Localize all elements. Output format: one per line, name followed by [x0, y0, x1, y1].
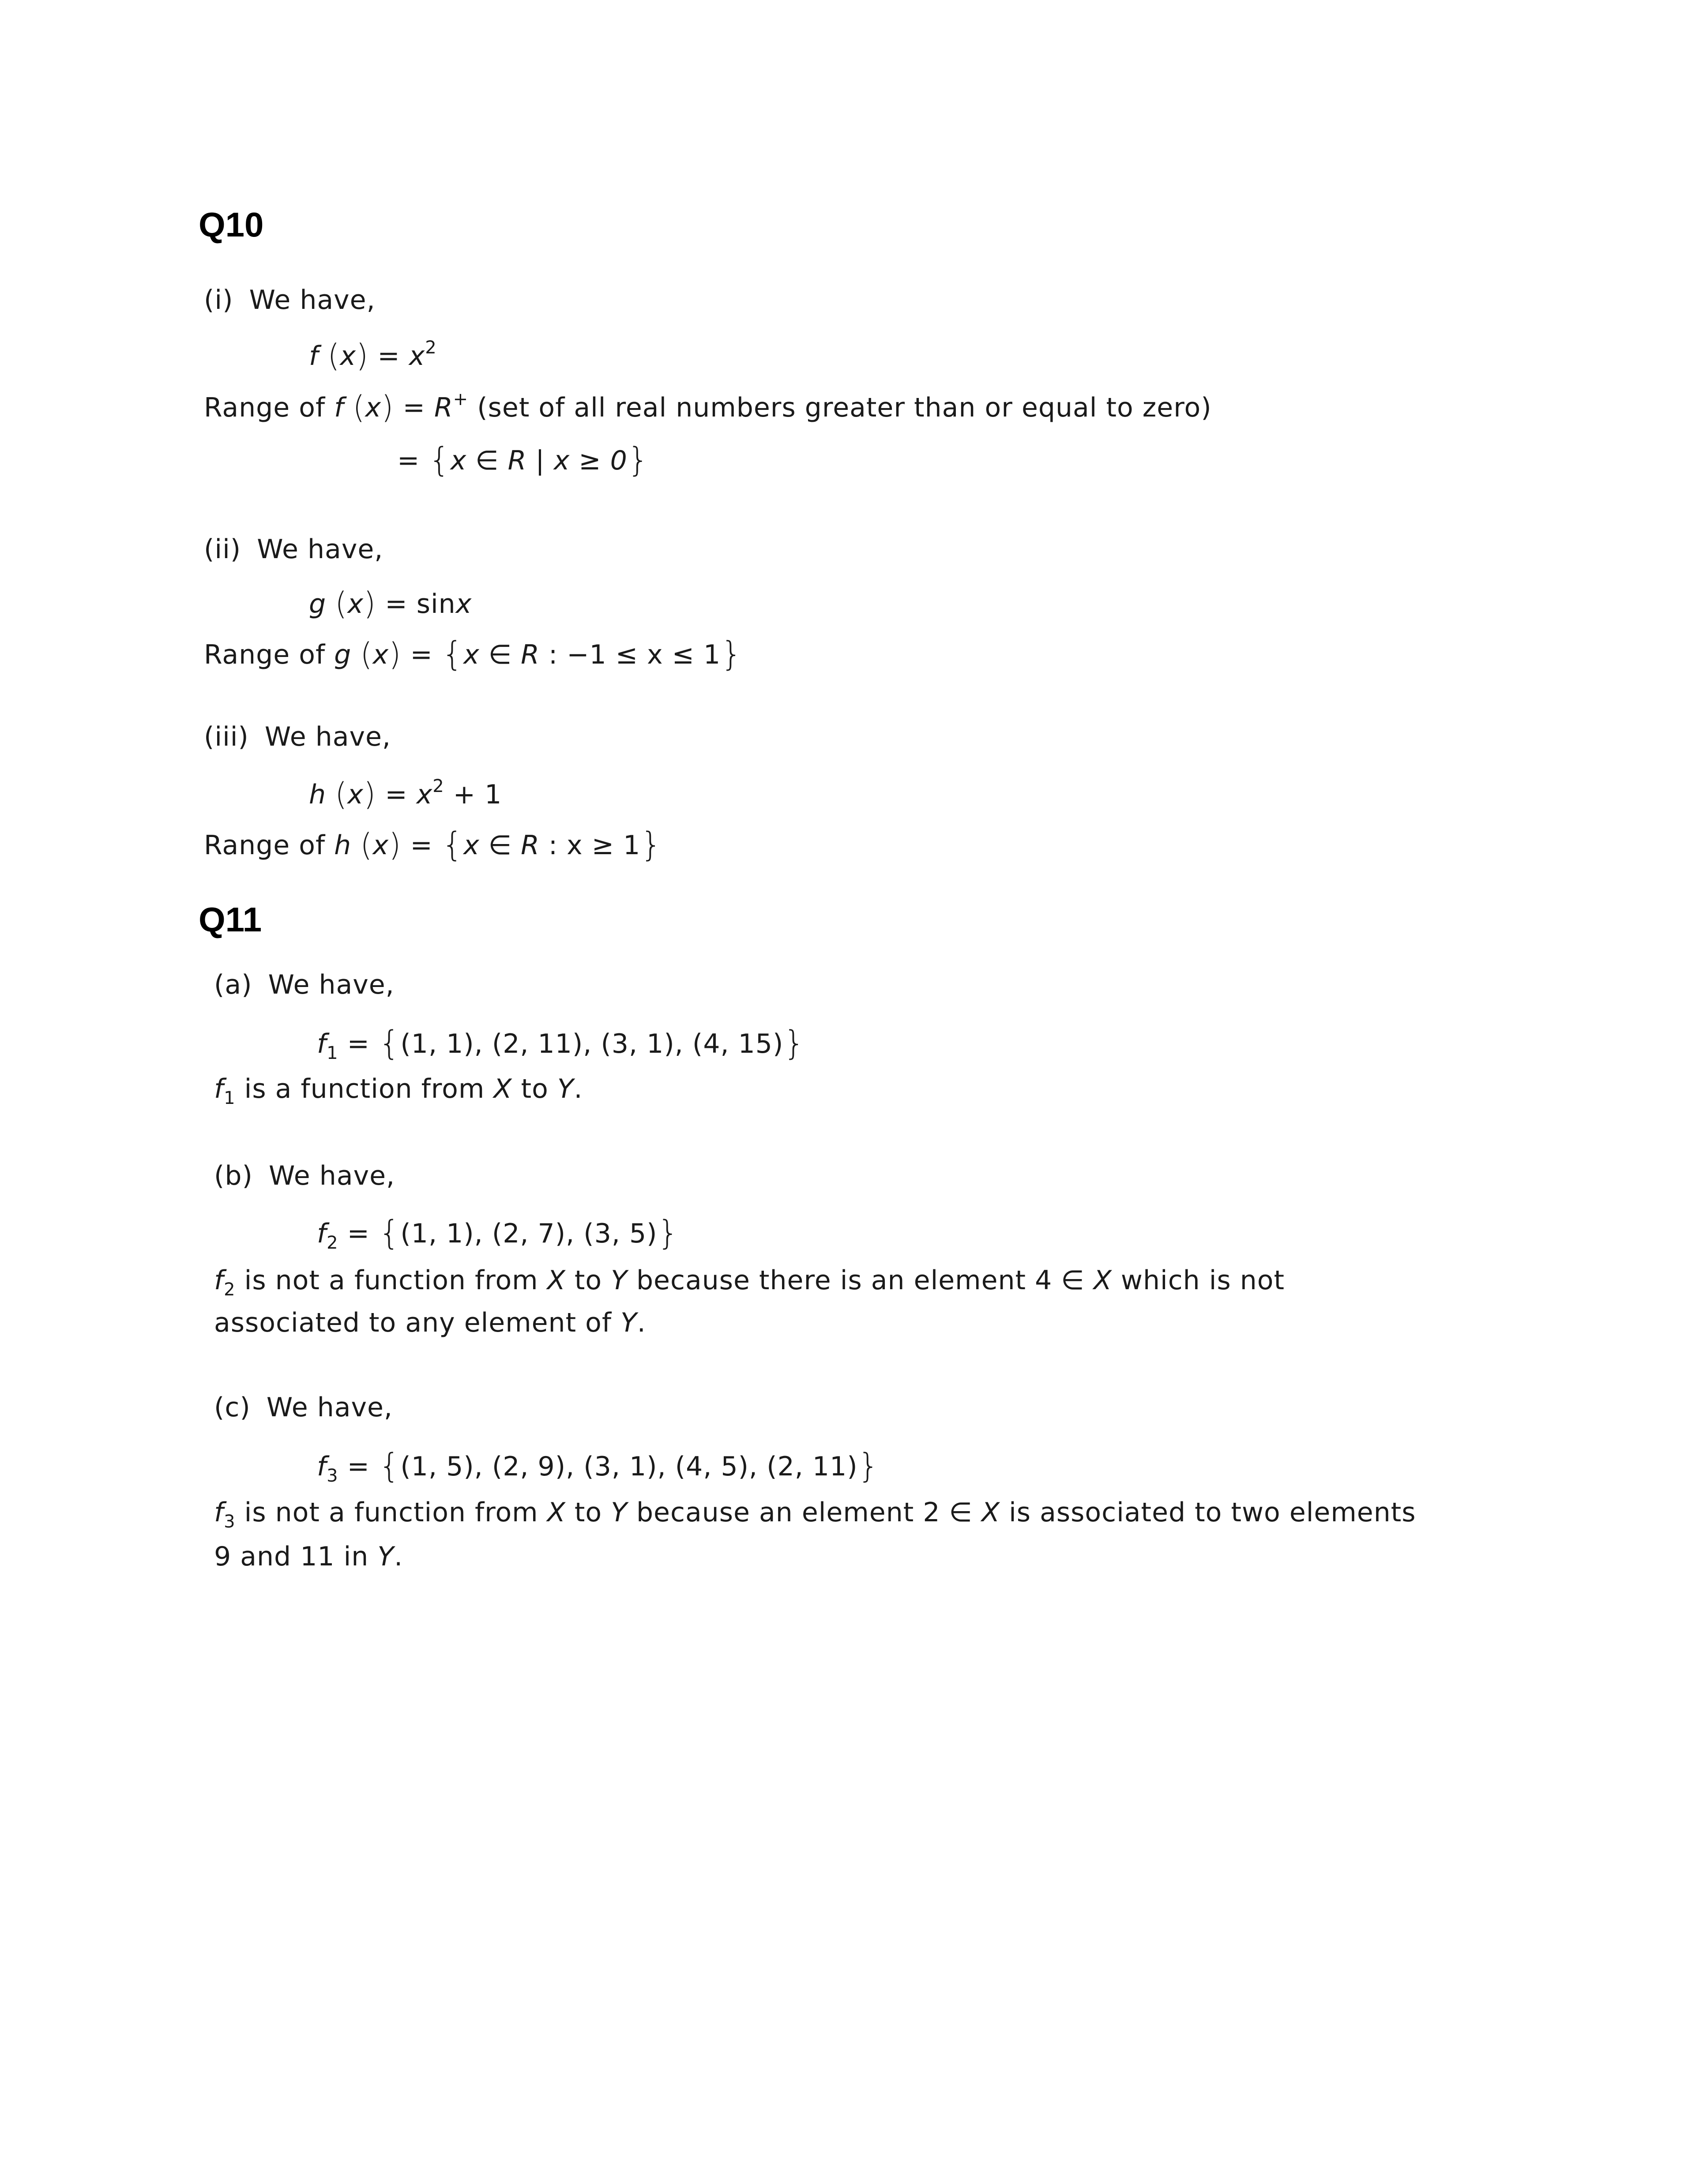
set-condition: : −1 ≤ x ≤ 1 — [548, 639, 721, 670]
intro-text: We have, — [257, 534, 383, 565]
reason-text: because an element 2 ∈ — [636, 1497, 973, 1528]
equals-sign: = — [385, 589, 408, 619]
set-y: Y — [611, 1497, 628, 1528]
set-y: Y — [377, 1541, 395, 1572]
function-name: f — [317, 1451, 327, 1482]
variable: x — [455, 589, 472, 619]
function-name: f — [317, 1028, 327, 1059]
period: . — [394, 1541, 403, 1572]
part-label: (b) — [214, 1160, 253, 1191]
q11-part-b-statement-line2 — [214, 1307, 646, 1338]
function-name: f — [214, 1073, 224, 1104]
equals-sign: = — [347, 1028, 370, 1059]
q11-part-b-intro — [214, 1160, 395, 1191]
intro-text: We have, — [268, 969, 395, 1000]
q11-part-c-statement-line2 — [214, 1543, 403, 1570]
variable: x — [365, 392, 382, 423]
q11-part-a-statement — [214, 1073, 583, 1108]
equals-sign: = — [347, 1218, 370, 1249]
subscript: 1 — [327, 1043, 338, 1063]
exponent: 2 — [432, 776, 444, 796]
ordered-pairs: (1, 5), (2, 9), (3, 1), (4, 5), (2, 11) — [400, 1451, 858, 1482]
intro-text: We have, — [266, 1392, 393, 1423]
range-prefix: Range of — [204, 639, 326, 670]
variable: x — [372, 639, 389, 670]
function-name: g — [309, 589, 327, 619]
base-variable: x — [409, 341, 425, 372]
function-name: g — [334, 639, 352, 670]
q11-part-b-statement — [214, 1265, 1285, 1300]
period: . — [574, 1073, 583, 1104]
q10-part-i-equation: f $(x) = x^2$ — [309, 338, 437, 374]
part-label: (ii) — [204, 534, 241, 565]
equals-sign: = — [377, 341, 400, 372]
equals-sign: = — [397, 445, 420, 476]
to-word: to — [574, 1265, 602, 1296]
set-element: x ∈ R — [463, 830, 540, 861]
set-condition: | x ≥ 0 — [535, 445, 628, 476]
variable: x — [347, 779, 364, 810]
subscript: 2 — [327, 1233, 338, 1253]
function-name: f — [214, 1497, 224, 1528]
statement-text: is not a function from — [244, 1497, 538, 1528]
part-label: (c) — [214, 1392, 251, 1423]
reason-text: because there is an element 4 ∈ — [636, 1265, 1085, 1296]
q11-part-c-intro — [214, 1394, 393, 1421]
equals-sign: = — [402, 392, 425, 423]
intro-text: We have, — [268, 1160, 395, 1191]
variable: x — [372, 830, 389, 861]
equals-sign: = — [410, 639, 433, 670]
subscript: 1 — [224, 1088, 236, 1108]
equals-sign: = — [347, 1451, 370, 1482]
set-x: X — [493, 1073, 512, 1104]
intro-text: We have, — [249, 285, 376, 315]
ordered-pairs: (1, 1), (2, 11), (3, 1), (4, 15) — [400, 1028, 784, 1059]
intro-text: We have, — [264, 721, 391, 752]
range-note: (set of all real numbers greater than or equal to zero) — [477, 392, 1212, 423]
function-name: f — [317, 1218, 327, 1249]
q11-part-a-intro — [214, 969, 395, 1000]
q10-part-iii-range: Range of h (x) = {x ∈ R : x ≥ 1} — [204, 825, 662, 864]
set-element: x ∈ R — [463, 639, 540, 670]
equals-sign: = — [410, 830, 433, 861]
plus-one: + 1 — [453, 779, 502, 810]
ordered-pairs: (1, 1), (2, 7), (3, 5) — [400, 1218, 658, 1249]
part-label: (i) — [204, 285, 233, 315]
set-x: X — [981, 1497, 1000, 1528]
q10-part-i-intro — [204, 287, 376, 313]
variable: x — [347, 589, 364, 619]
set-y: Y — [620, 1307, 637, 1338]
q10-part-iii-intro — [204, 721, 391, 752]
reason-tail: is associated to two elements — [1009, 1497, 1416, 1528]
set-x: X — [1093, 1265, 1112, 1296]
plus-superscript: + — [453, 389, 469, 409]
statement-text: associated to any element of — [214, 1307, 612, 1338]
q10-part-i-set: = {x ∈ R | x ≥ 0} — [397, 440, 650, 479]
to-word: to — [574, 1497, 602, 1528]
q11-part-c-statement — [214, 1497, 1416, 1532]
equals-sign: = — [385, 779, 408, 810]
set-y: Y — [611, 1265, 628, 1296]
sine-function: sin — [416, 589, 456, 619]
q10-part-i-range: Range of f (x) = R+ (set of all real numbers greater than or equal to zero) — [204, 389, 1212, 425]
statement-text: is not a function from — [244, 1265, 538, 1296]
function-name: f — [334, 392, 344, 423]
question-heading-q11: Q11 — [199, 900, 262, 939]
set-x: X — [547, 1497, 566, 1528]
q11-part-a-definition: $f_1 = \{(1$, 1), (2, 11), (3, 1), (4, 15)} — [317, 1023, 805, 1063]
range-prefix: Range of — [204, 392, 326, 423]
function-name: f — [309, 341, 319, 372]
subscript: 3 — [327, 1466, 338, 1486]
function-name: h — [309, 779, 327, 810]
part-label: (iii) — [204, 721, 249, 752]
subscript: 3 — [224, 1512, 236, 1532]
q10-part-ii-intro — [204, 536, 383, 563]
set-x: X — [547, 1265, 566, 1296]
set-element: x ∈ R — [450, 445, 527, 476]
function-name: h — [334, 830, 352, 861]
question-heading-q10: Q10 — [199, 205, 264, 244]
range-prefix: Range of — [204, 830, 326, 861]
q11-part-b-definition: $f_2 = \{(1$, 1), (2, 7), (3, 5)} — [317, 1213, 679, 1253]
q10-part-ii-equation: g (x) = sinx — [309, 585, 472, 622]
q10-part-ii-range: Range of g (x) = {x ∈ R : −1 ≤ x ≤ 1} — [204, 634, 743, 673]
set-y: Y — [557, 1073, 574, 1104]
to-word: to — [521, 1073, 549, 1104]
period: . — [637, 1307, 646, 1338]
reason-tail: which is not — [1120, 1265, 1285, 1296]
part-label: (a) — [214, 969, 252, 1000]
base-variable: x — [416, 779, 433, 810]
subscript: 2 — [224, 1280, 236, 1300]
function-name: f — [214, 1265, 224, 1296]
variable: x — [340, 341, 357, 372]
statement-text: is a function from — [244, 1073, 485, 1104]
statement-text: 9 and 11 in — [214, 1541, 369, 1572]
real-set-symbol: R — [434, 392, 453, 423]
q11-part-c-definition: $f_3 = \{(1$, 5), (2, 9), (3, 1), (4, 5), (2, 11)} — [317, 1446, 880, 1486]
exponent: 2 — [425, 338, 437, 358]
q10-part-iii-equation: h $(x) = x^2 + 1$ — [309, 776, 502, 812]
set-condition: : x ≥ 1 — [548, 830, 641, 861]
